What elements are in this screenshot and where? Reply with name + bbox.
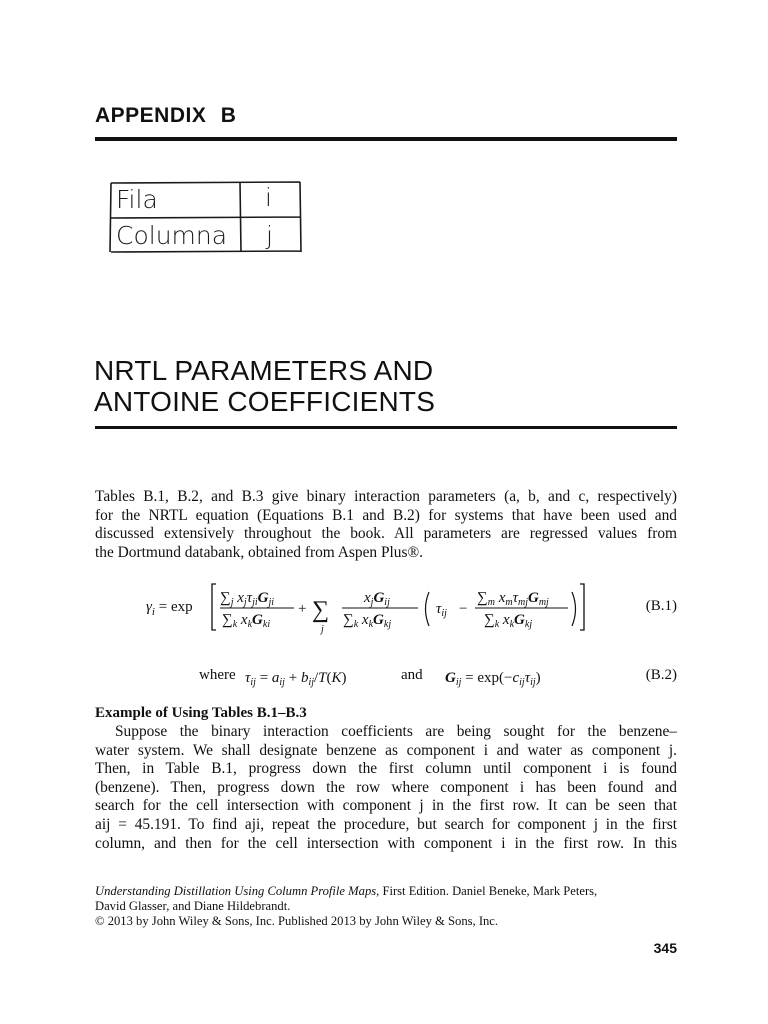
top-rule	[95, 137, 677, 141]
example-line5: search for the cell intersection with component j in the first row. It can be seen that	[95, 797, 677, 815]
equation-b2-tau	[245, 667, 455, 689]
intro-paragraph	[95, 488, 677, 562]
handwritten-row2-value: j	[266, 221, 273, 250]
title-rule	[95, 426, 677, 429]
svg-text:∑k xkGkj: $\sum_k$ $x_kG_{kj}$	[343, 612, 392, 630]
equation-b1-number: (B.1)	[645, 598, 677, 614]
equation-b1-formula	[146, 578, 616, 638]
example-line4: (benzene). Then, progress down the row where component i has been found and	[95, 778, 677, 796]
chapter-title-line1: NRTL PARAMETERS AND	[94, 355, 434, 386]
svg-text:γi = exp: $\gamma_i = \exp$	[146, 599, 193, 618]
intro-line1: Tables B.1, B.2, and B.3 give binary interaction parameters (a, b, and c, respectively)	[95, 488, 677, 505]
footnote-line3: © 2013 by John Wiley & Sons, Inc. Published 2013 by John Wiley & Sons, Inc.	[95, 914, 499, 928]
page-number: 345	[653, 940, 677, 956]
footnote-line2: David Glasser, and Diane Hildebrandt.	[95, 899, 291, 913]
handwritten-row1-value: i	[265, 183, 272, 212]
equation-b2	[95, 667, 677, 689]
example-line6: aij = 45.191. To find aji, repeat the procedure, but search for component j in the first	[95, 815, 677, 833]
example-line2: water system. We shall designate benzene as component i and water as component j.	[95, 741, 677, 759]
footnote	[95, 884, 695, 929]
svg-text:∑k xkGkj: $\sum_k$ $x_kG_{kj}$	[484, 612, 533, 630]
appendix-label: APPENDIX B	[95, 104, 237, 127]
equation-b2-where: where	[199, 667, 236, 683]
example-line3: Then, in Table B.1, progress down the first column until component i is found	[95, 760, 677, 778]
svg-text:τij = aij + bij/T(K): $\tau_{ij} = a_{ij} + b_{ij}/T(K)$	[245, 670, 347, 688]
equation-b2-number: (B.2)	[645, 667, 677, 683]
svg-text:xjGij: $x_jG_{ij}$	[364, 590, 390, 608]
svg-text:j: j	[321, 624, 324, 635]
equation-b2-g	[445, 667, 605, 689]
svg-text:+: +	[298, 601, 307, 617]
equation-b2-and: and	[401, 667, 423, 683]
book-edition-authors: , First Edition. Daniel Beneke, Mark Peters,	[376, 884, 598, 898]
handwritten-table	[109, 181, 302, 253]
svg-text:∑k xkGki: $\sum_k$ $x_kG_{ki}$	[222, 612, 271, 630]
equation-b1	[146, 578, 677, 638]
intro-line2: for the NRTL equation (Equations B.1 and B.2) for systems that have been used and	[95, 506, 677, 524]
example-paragraph	[95, 723, 677, 853]
handwritten-row2-label: Columna	[116, 221, 228, 250]
intro-line4: the Dortmund databank, obtained from Aspen Plus®.	[95, 543, 424, 561]
handwritten-row1-label: Fila	[116, 185, 158, 214]
chapter-title-line2: ANTOINE COEFFICIENTS	[94, 386, 436, 417]
footnote-line1	[95, 884, 695, 899]
chapter-title	[94, 355, 435, 417]
book-title: Understanding Distillation Using Column Profile Maps	[95, 884, 377, 898]
svg-text:∑j xjτjiGji: $\sum_j$ $x_j\tau_{ji}G_{ji}$	[220, 590, 275, 608]
svg-text:∑: ∑	[312, 597, 330, 623]
svg-text:∑m xmτmjGmj: $\sum_m$ $x_m\tau_{mj}G_{mj}$	[477, 590, 549, 608]
svg-text:Gij = exp(−cijτij): $G_{ij} = \exp(-c_{ij}\tau_{ij})$	[445, 670, 541, 688]
intro-line3: discussed extensively throughout the book. All parameters are regressed values from	[95, 525, 677, 543]
svg-text:τij: $\tau_{ij}$	[436, 601, 447, 619]
example-line1: Suppose the binary interaction coefficients are being sought for the benzene–	[115, 723, 677, 740]
example-heading: Example of Using Tables B.1–B.3	[95, 705, 307, 721]
example-line7: column, and then for the cell intersection with component i in the first row. In this	[95, 834, 677, 852]
svg-text:−: −	[459, 601, 468, 617]
